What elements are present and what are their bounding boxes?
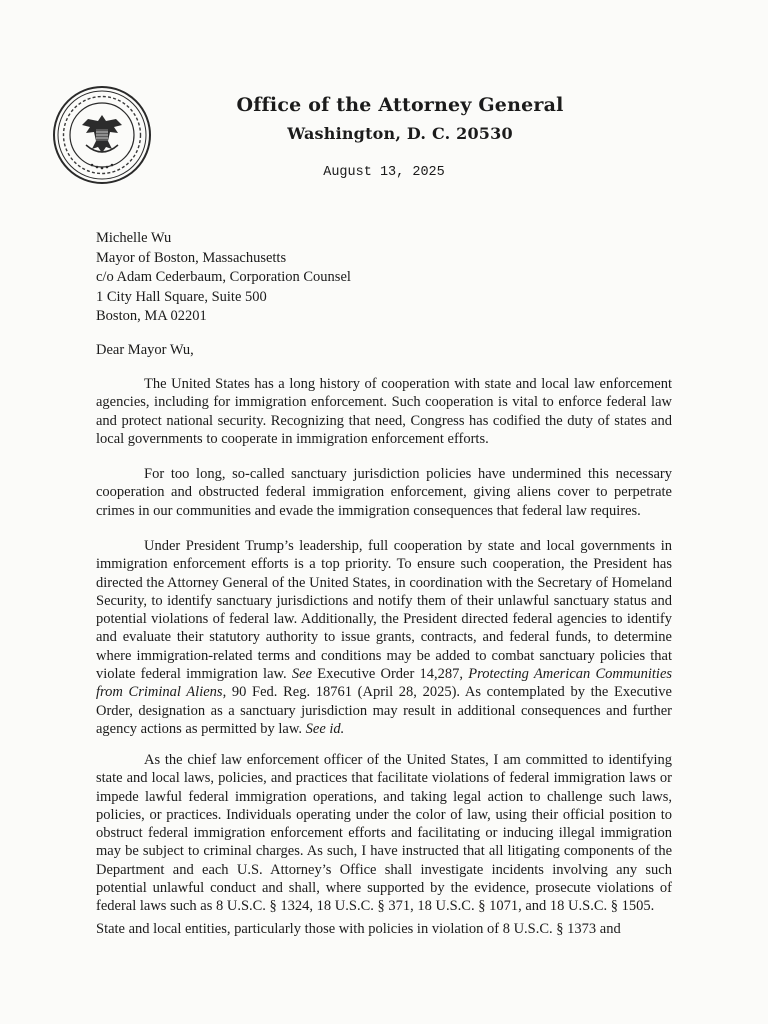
- body-paragraph-1: The United States has a long history of cooperation with state and local law enforcement agencies, including for immigration enforcement. Such cooperation is vital to enforce federal law and protect national security. Recognizing that need, Congress has codified the duty of states and local governments to cooperate in immigration enforcement efforts.: [96, 376, 672, 447]
- body-paragraph-5: State and local entities, particularly those with policies in violation of 8 U.S.C. § 1373 and: [96, 921, 621, 937]
- paragraph-text: Under President Trump’s leadership, full cooperation by state and local governments in immigration enforcement efforts is a top priority. To ensure such cooperation, the President has directed the Attorney General of the United States, in coordination with the Secretary of Homeland Security, to identify sanctuary jurisdictions and notify them of their unlawful sanctuary status and potential violations of federal law. Additionally, the President directed federal agencies to identify and evaluate their statutory authority to issue grants, contracts, and federal funds, to determine where immigration-related terms and conditions may be added to combat sanctuary policies that violate federal immigration law.: [96, 538, 672, 683]
- recipient-address: [96, 229, 351, 327]
- paragraph-text: , 90 Fed. Reg. 18761 (April 28, 2025). As contemplated by the Executive Order, designation as a sanctuary jurisdiction may result in additional consequences and further agency actions as permitted by law.: [96, 684, 672, 737]
- see-id-citation: See id.: [305, 720, 345, 737]
- salutation: Dear Mayor Wu,: [96, 342, 194, 358]
- address-line: c/o Adam Cederbaum, Corporation Counsel: [96, 269, 351, 286]
- body-paragraph-3: [96, 537, 672, 738]
- letterhead-office: Office of the Attorney General: [236, 94, 564, 116]
- letterhead-city: Washington, D. C. 20530: [287, 124, 513, 143]
- address-line: 1 City Hall Square, Suite 500: [96, 288, 267, 305]
- see-signal: See: [291, 666, 313, 683]
- body-paragraph-4: As the chief law enforcement officer of the United States, I am committed to identifying state and local laws, policies, and practices that facilitate violations of federal immigration laws or impede lawful federal immigration operations, and taking legal action to challenge such laws, policies, or practices. Individuals operating under the color of law, using their official position to obstruct federal immigration enforcement efforts and facilitating or inducing illegal immigration may be subject to criminal charges. As such, I have instructed that all litigating components of the Department and each U.S. Attorney’s Office shall investigate incidents involving any such potential unlawful conduct and shall, where supported by the evidence, prosecute violations of federal laws such as 8 U.S.C. § 1324, 18 U.S.C. § 371, 18 U.S.C. § 1071, and 18 U.S.C. § 1505.: [96, 752, 672, 915]
- address-line: Michelle Wu: [96, 230, 172, 246]
- executive-order-ref: Executive Order 14,287,: [317, 666, 464, 683]
- address-line: Boston, MA 02201: [96, 308, 207, 325]
- letter-date: August 13, 2025: [323, 165, 445, 180]
- executive-order-title: Protecting American Communities from Criminal Aliens: [96, 666, 673, 701]
- body-paragraph-2: For too long, so-called sanctuary jurisdiction policies have undermined this necessary cooperation and obstructed federal immigration enforcement, giving aliens cover to perpetrate crimes in our communities and evade the immigration consequences that federal law requires.: [96, 466, 672, 519]
- address-line: Mayor of Boston, Massachusetts: [96, 249, 287, 266]
